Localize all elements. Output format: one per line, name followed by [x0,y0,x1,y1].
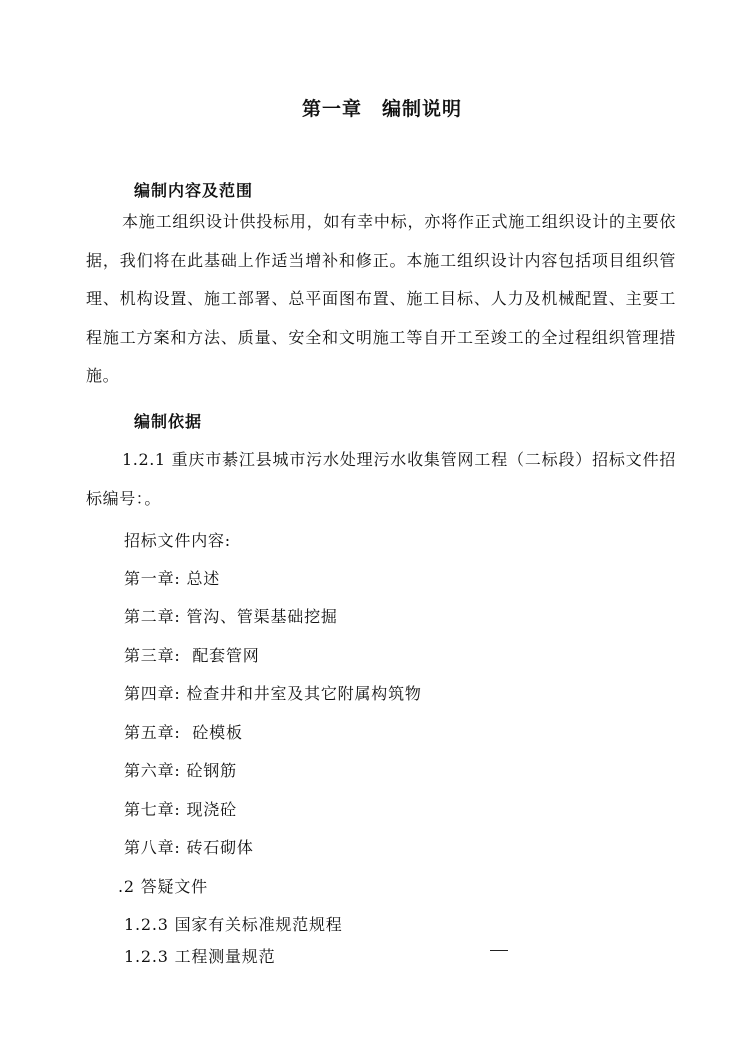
page-number-dash [490,950,508,951]
chapter-title: 第一章 编制说明 [301,98,462,120]
chapter-list-item: 第三章: 配套管网 [124,646,260,665]
tender-contents-label: 招标文件内容: [124,531,231,550]
chapter-list-item: 第二章: 管沟、管渠基础挖掘 [124,607,338,626]
chapter-list-item: 第一章: 总述 [124,569,221,588]
chapter-list-item: 第六章: 砼钢筋 [124,761,237,780]
chapter-list-item: 第五章: 砼模板 [124,723,243,742]
chapter-list-item: 第四章: 检查井和井室及其它附属构筑物 [124,684,422,703]
basis-item-2: .2 答疑文件 [118,877,208,896]
section-heading-scope: 编制内容及范围 [134,181,254,200]
basis-item-1-2-3-survey: 1.2.3 工程测量规范 [124,947,276,966]
chapter-list-item: 第七章: 现浇砼 [124,800,237,819]
chapter-list-item: 第八章: 砖石砌体 [124,838,254,857]
scope-paragraph: 本施工组织设计供投标用，如有幸中标，亦将作正式施工组织设计的主要依据，我们将在此基础上作适当增补和修正。本施工组织设计内容包括项目组织管理、机构设置、施工部署、总平面图布置、施工目标、人力及机械配置、主要工程施工方案和方法、质量、安全和文明施工等自开工至竣工的全过程组织管理措施。 [86,212,676,385]
basis-item-1-2-3-standards: 1.2.3 国家有关标准规范规程 [124,915,343,934]
basis-item-1-2-1: 1.2.1 重庆市綦江县城市污水处理污水收集管网工程（二标段）招标文件招标编号：。 [86,450,676,508]
section-heading-basis: 编制依据 [134,412,203,431]
